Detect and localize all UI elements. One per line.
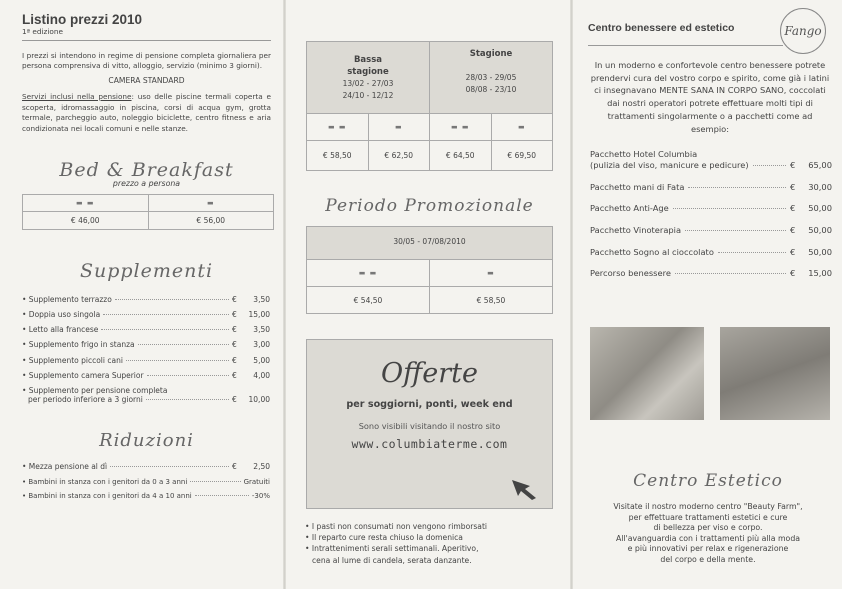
offerte-title: Offerte bbox=[381, 358, 478, 389]
list-item: Pacchetto Anti-Age € 50,00 bbox=[590, 203, 832, 214]
panel-benessere bbox=[574, 0, 842, 589]
bnb-title: Bed & Breakfast bbox=[59, 159, 234, 181]
supplementi-title: Supplementi bbox=[79, 259, 214, 282]
double-bed-icon: ▬ ▬ bbox=[23, 194, 149, 211]
list-item: • Supplemento camera Superior € 4,00 bbox=[22, 370, 270, 380]
spa-pool-photo bbox=[720, 327, 830, 420]
list-item: • Letto alla francese € 3,50 bbox=[22, 325, 270, 335]
list-item: • Supplemento frigo in stanza € 3,00 bbox=[22, 340, 270, 350]
list-item: • Supplemento per pensione completa bbox=[22, 386, 168, 396]
promo-dates: 30/05 - 07/08/2010 bbox=[307, 227, 553, 260]
price-stagione-double: € 64,50 bbox=[430, 141, 492, 171]
stagioni-price-table bbox=[306, 41, 553, 171]
list-item: • Supplemento terrazzo € 3,50 bbox=[22, 294, 270, 304]
bnb-price-single: € 56,00 bbox=[148, 211, 274, 229]
servizi-description: : uso delle piscine termali coperta e scoperta, idromassaggio in piscina, corsi di acqua gym, grotta termale, parcheggio auto, noleggio biciclette, centro fitness e aria condizionata nei locali comuni e nelle stanze. bbox=[22, 92, 271, 133]
list-item: Percorso benessere € 15,00 bbox=[590, 268, 832, 279]
pacchetti-list bbox=[588, 148, 832, 278]
list-item: Pacchetto Sogno al cioccolato € 50,00 bbox=[590, 246, 832, 257]
promo-title: Periodo Promozionale bbox=[325, 196, 534, 216]
price-bassa-double: € 58,50 bbox=[307, 141, 369, 171]
benessere-intro: In un moderno e confortevole centro benessere potrete prendervi cura del vostro corpo e spirito, come già i latini ci insegnavano MENTE SANA IN CORPO SANO, coccolati dai nostri operatori potrete effettuare molti tipi di trattamenti singolarmente o a pacchetti come ad esempio: bbox=[590, 60, 830, 134]
camera-standard-label: CAMERA STANDARD bbox=[108, 75, 185, 85]
listino-intro: I prezzi si intendono in regime di pensione completa giornaliera per persona comprensiva di vitto, alloggio, servizio (minimo 3 giorni). bbox=[22, 50, 271, 70]
list-item: Pacchetto Vinoterapia € 50,00 bbox=[590, 225, 832, 235]
edition-label: 1ª edizione bbox=[22, 27, 63, 36]
estetico-text: Visitate il nostro moderno centro "Beauty Farm", per effettuare trattamenti estetici e cure di bellezza per viso e corpo. All'avanguardia con i trattamenti più alla moda e più innovativi per relax e rigenerazione del corpo e della mente. bbox=[613, 502, 803, 564]
list-item: • Supplemento piccoli cani € 5,00 bbox=[22, 355, 270, 365]
panel-prezzi bbox=[287, 0, 570, 589]
bassa-stagione-header: Bassa stagione 13/02 - 27/03 24/10 - 12/12 bbox=[307, 42, 430, 114]
single-bed-icon: ▬ bbox=[368, 114, 430, 141]
single-bed-icon: ▬ bbox=[429, 260, 552, 287]
list-item: • Bambini in stanza con i genitori da 4 a 10 anni -30% bbox=[22, 492, 270, 501]
list-item: (pulizia del viso, manicure e pedicure) € 65,00 bbox=[590, 160, 832, 171]
offerte-visit-text: Sono visibili visitando il nostro sito bbox=[358, 421, 501, 431]
arrow-icon bbox=[510, 478, 538, 500]
price-bassa-single: € 62,50 bbox=[368, 141, 430, 171]
bnb-price-table bbox=[22, 194, 274, 230]
servizi-label: Servizi inclusi nella pensione bbox=[22, 92, 132, 101]
notes-list bbox=[305, 521, 555, 566]
fango-logo: Fango bbox=[780, 8, 826, 54]
list-item: • Intrattenimenti serali settimanali. Aperitivo, bbox=[305, 544, 479, 554]
offerte-box bbox=[306, 339, 553, 509]
list-item: per periodo inferiore a 3 giorni € 10,00 bbox=[28, 395, 270, 405]
list-item: Pacchetto mani di Fata € 30,00 bbox=[590, 181, 832, 192]
list-item: cena al lume di candela, serata danzante. bbox=[312, 555, 472, 565]
riduzioni-title: Riduzioni bbox=[99, 430, 194, 452]
riduzioni-list bbox=[22, 462, 270, 500]
estetico-title: Centro Estetico bbox=[633, 471, 783, 491]
website-link[interactable]: www.columbiaterme.com bbox=[351, 437, 508, 451]
list-item: • Doppia uso singola € 15,00 bbox=[22, 309, 270, 319]
benessere-title: Centro benessere ed estetico bbox=[588, 22, 735, 34]
bnb-subtitle: prezzo a persona bbox=[112, 179, 181, 188]
panel-listino bbox=[0, 0, 283, 589]
servizi-inclusi-text bbox=[22, 92, 271, 134]
spa-stones-photo bbox=[590, 327, 704, 420]
list-item: • Il reparto cure resta chiuso la domenica bbox=[305, 533, 463, 543]
offerte-subtitle: per soggiorni, ponti, week end bbox=[346, 399, 513, 410]
list-item: • Mezza pensione al dì € 2,50 bbox=[22, 462, 270, 472]
promo-price-single: € 58,50 bbox=[429, 287, 552, 314]
single-bed-icon: ▬ bbox=[148, 194, 274, 211]
single-bed-icon: ▬ bbox=[491, 114, 553, 141]
supplementi-list bbox=[22, 295, 270, 405]
bnb-price-double: € 46,00 bbox=[23, 211, 149, 229]
list-item: • I pasti non consumati non vengono rimborsati bbox=[305, 522, 488, 531]
list-item: • Bambini in stanza con i genitori da 0 a 3 anni Gratuiti bbox=[22, 477, 270, 486]
list-item: Pacchetto Hotel Columbia bbox=[590, 149, 698, 160]
listino-title: Listino prezzi 2010 bbox=[22, 12, 143, 27]
double-bed-icon: ▬ ▬ bbox=[430, 114, 492, 141]
double-bed-icon: ▬ ▬ bbox=[307, 260, 430, 287]
price-stagione-single: € 69,50 bbox=[491, 141, 553, 171]
promo-price-double: € 54,50 bbox=[307, 287, 430, 314]
promo-price-table bbox=[306, 226, 553, 314]
stagione-header: Stagione 28/03 - 29/05 08/08 - 23/10 bbox=[430, 42, 553, 114]
double-bed-icon: ▬ ▬ bbox=[307, 114, 369, 141]
